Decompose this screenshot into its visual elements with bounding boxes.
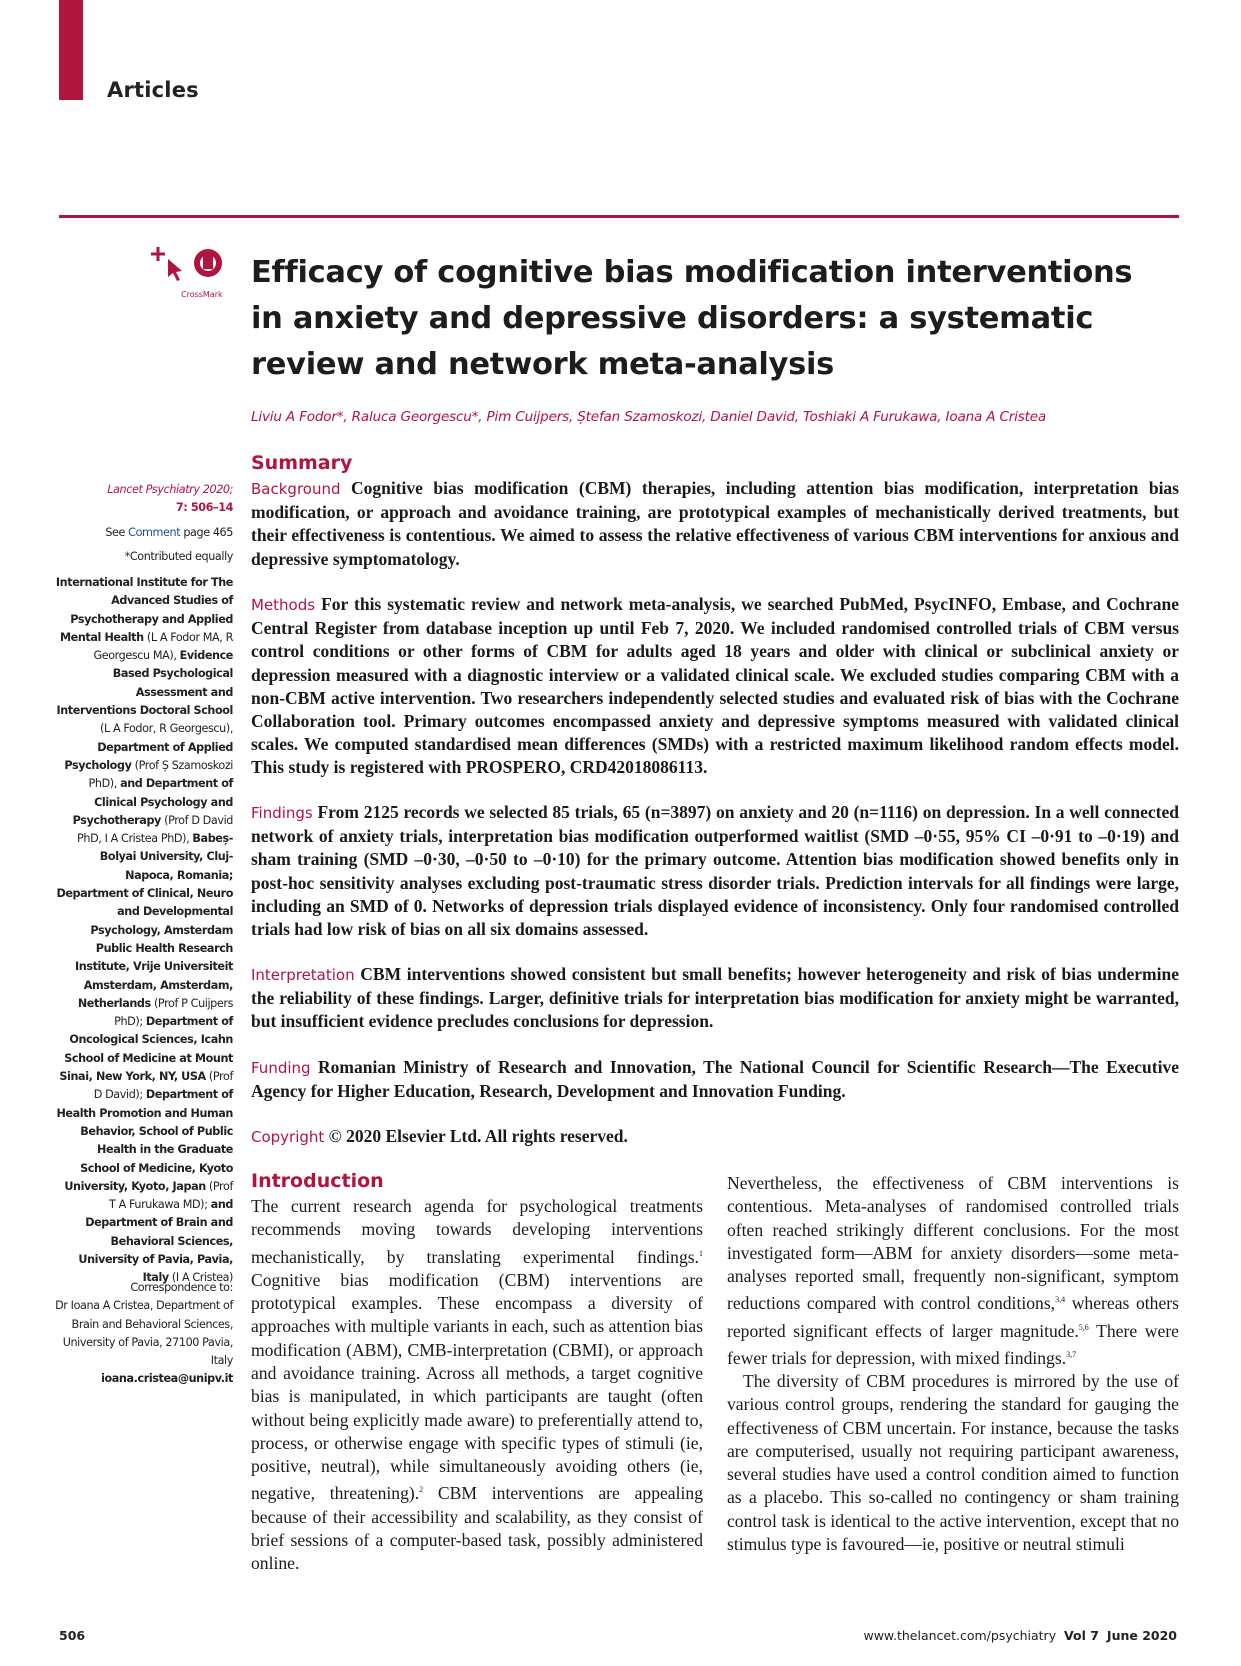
affiliation-7-people: (Prof T A Furukawa MD); <box>109 1179 233 1212</box>
author-list: Liviu A Fodor*, Raluca Georgescu*, Pim Cuijpers, Ștefan Szamoskozi, Daniel David, Toshiaki A Furukawa, Ioana A Cristea <box>251 409 1047 425</box>
footer-journal <box>863 1628 1177 1643</box>
affiliation-3-people: (Prof Ș Szamoskozi PhD), <box>88 758 233 791</box>
background-text: Cognitive bias modification (CBM) therapies, including attention bias modification, interpretation bias modification, or approach and avoidance training, are prototypical examples of mechanistically derived treatments, but their effectiveness is contentious. We aimed to assess the relative effectiveness of various CBM interventions for anxious and depressive symptomatology. <box>251 478 1179 569</box>
page-number: 506 <box>59 1628 86 1643</box>
findings-label: Findings <box>251 804 313 822</box>
affiliation-1-people: (L A Fodor MA, R Georgescu MA), <box>93 630 233 663</box>
abstract-copyright <box>251 1125 1179 1149</box>
intro-text: The current research agenda for psychological treatments recommends moving towards developing interventions mechanistically, by translating experimental findings. <box>251 1196 703 1267</box>
footer-url[interactable]: www.thelancet.com/psychiatry <box>863 1628 1057 1643</box>
affiliation-8-people: (I A Cristea) <box>168 1271 233 1285</box>
intro-paragraph-3: The diversity of CBM procedures is mirrored by the use of various control groups, rendering the standard for gauging the effectiveness of CBM uncertain. For instance, because the tasks are computerised, usually not requiring participant awareness, several studies have used a control condition aimed to function as a placebo. This so-called no contingency or sham training control task is identical to the active intervention, except that no stimulus type is favoured—ie, positive or neutral stimuli <box>727 1370 1179 1555</box>
see-comment <box>55 524 233 542</box>
section-color-tab <box>59 0 83 100</box>
header-divider <box>59 215 1179 218</box>
affiliation-5: Babeș-Bolyai University, Cluj-Napoca, Romania; Department of Clinical, Neuro and Developmental Psychology, Amsterdam Public Health Research Institute, Vrije Universiteit Amsterdam, Amsterdam, Netherlands <box>56 832 233 1010</box>
intro-text: Cognitive bias modification (CBM) interventions are prototypical examples. These encompass a diversity of approaches with multiple variants in each, such as attention bias modification (ABM), CMB-interpretation (CBMI), or approach and avoidance training. Across all methods, a target cognitive bias is manipulated, in which participants are taught (often without being explicitly made aware) to preferentially attend to, process, or otherwise engage with specific types of stimuli (ie, positive, neutral), while simultaneously avoiding others (ie, negative, threatening). <box>251 1269 703 1504</box>
abstract-interpretation <box>251 963 1179 1034</box>
abstract-funding <box>251 1056 1179 1103</box>
correspondence-address: Dr Ioana A Cristea, Department of Brain and Behavioral Sciences, University of Pavia, 27100 Pavia, Italy <box>55 1299 233 1368</box>
affiliation-4: and Department of Clinical Psychology and Psychotherapy <box>72 777 233 827</box>
affiliation-2: Evidence Based Psychological Assessment and Interventions Doctoral School <box>56 649 233 718</box>
intro-text: CBM interventions are appealing because of their accessibility and scalability, as they consist of brief sessions of a computer-based task, possibly administered online. <box>251 1483 703 1574</box>
intro-text: whereas others reported significant effects of larger magnitude. <box>727 1293 1179 1341</box>
affiliation-7: Department of Health Promotion and Human Behavior, School of Public Health in the Graduate School of Medicine, Kyoto University, Kyoto, Japan <box>56 1088 233 1193</box>
correspondence-heading: Correspondence to: <box>130 1281 233 1294</box>
footer-volume: Vol 7 <box>1064 1628 1099 1643</box>
affiliation-8: and Department of Brain and Behavioral Sciences, University of Pavia, Pavia, Italy <box>78 1198 233 1285</box>
abstract-findings <box>251 801 1179 941</box>
abstract-background <box>251 477 1179 571</box>
reference-superscript[interactable]: 5,6 <box>1078 1322 1089 1332</box>
abstract-methods <box>251 593 1179 780</box>
affiliations <box>55 574 233 1288</box>
funding-label: Funding <box>251 1059 311 1077</box>
correspondence-email[interactable]: ioana.cristea@unipv.it <box>101 1372 233 1386</box>
reference-superscript[interactable]: 1 <box>699 1248 703 1258</box>
affiliation-2-people: (L A Fodor, R Georgescu), <box>99 722 233 736</box>
copyright-label: Copyright <box>251 1128 325 1146</box>
journal-citation-line2: 7: 506–14 <box>175 501 233 515</box>
affiliation-5-people: (Prof P Cuijpers PhD); <box>114 996 233 1029</box>
introduction-heading: Introduction <box>251 1170 384 1192</box>
affiliation-6: Department of Oncological Sciences, Icahn School of Medicine at Mount Sinai, New York, NY, USA <box>59 1015 233 1084</box>
body-column-right <box>727 1172 1179 1556</box>
interpretation-text: CBM interventions showed consistent but small benefits; however heterogeneity and risk of bias undermine the reliability of these findings. Larger, definitive trials for interpretation bias modification for anxiety might be warranted, but insufficient evidence precludes conclusions for depression. <box>251 964 1179 1032</box>
journal-citation <box>55 481 233 518</box>
see-suffix: page 465 <box>180 526 233 539</box>
reference-superscript[interactable]: 3,4 <box>1055 1295 1066 1305</box>
intro-paragraph-1 <box>251 1195 703 1575</box>
background-label: Background <box>251 480 341 498</box>
journal-citation-line1: Lancet Psychiatry 2020; <box>107 483 233 496</box>
article-title: Efficacy of cognitive bias modification interventions in anxiety and depressive disorders: a systematic review and network meta-analysis <box>251 255 1133 382</box>
copyright-text: © 2020 Elsevier Ltd. All rights reserved. <box>324 1126 628 1146</box>
affiliation-3: Department of Applied Psychology <box>64 740 233 772</box>
findings-text: From 2125 records we selected 85 trials, 65 (n=3897) on anxiety and 20 (n=1116) on depression. In a well connected network of anxiety trials, interpretation bias modification outperformed waitlist (SMD –0·55, 95% CI –0·91 to –0·19) and sham training (SMD –0·30, –0·50 to –0·10) for the primary outcome. Attention bias modification showed benefits only in post-hoc sensitivity analyses excluding post-traumatic stress disorder trials. Prediction intervals for all findings were large, including an SMD of 0. Networks of depression trials displayed evidence of inconsistency. Only four randomised controlled trials had low risk of bias on all six domains assessed. <box>251 802 1179 940</box>
reference-superscript[interactable]: 2 <box>419 1485 424 1495</box>
see-prefix: See <box>105 526 129 539</box>
interpretation-label: Interpretation <box>251 966 355 984</box>
correspondence <box>55 1279 233 1389</box>
affiliation-1: International Institute for The Advanced Studies of Psychotherapy and Applied Mental Health <box>55 576 233 644</box>
intro-paragraph-2 <box>727 1172 1179 1370</box>
contributed-note: *Contributed equally <box>124 550 233 563</box>
intro-text: There were fewer trials for depression, with mixed findings. <box>727 1320 1179 1368</box>
methods-text: For this systematic review and network meta-analysis, we searched PubMed, PsycINFO, Embase, and Cochrane Central Register from database inception up until Feb 7, 2020. We included randomised controlled trials of CBM versus control conditions or other forms of CBM for adults aged 18 years and older with clinical or subclinical anxiety or depression measured with a diagnostic interview or a validated clinical scale. We excluded studies comparing CBM with a non-CBM active intervention. Two researchers independently selected studies and evaluated risk of bias with the Cochrane Collaboration tool. Primary outcomes encompassed anxiety and depressive symptoms measured with validated clinical scales. We computed standardised mean differences (SMDs) with a restricted maximum likelihood random effects model. This study is registered with PROSPERO, CRD42018086113. <box>251 594 1179 778</box>
section-label: Articles <box>107 78 199 102</box>
funding-text: Romanian Ministry of Research and Innovation, The National Council for Scientific Research—The Executive Agency for Higher Education, Research, Development and Innovation Funding. <box>251 1057 1179 1102</box>
footer-date: June 2020 <box>1106 1628 1177 1643</box>
summary-heading: Summary <box>251 452 353 474</box>
comment-link[interactable]: Comment <box>128 526 181 539</box>
crossmark-label: CrossMark <box>181 290 223 299</box>
reference-superscript[interactable]: 3,7 <box>1066 1349 1077 1359</box>
methods-label: Methods <box>251 596 316 614</box>
affiliation-6-people: (Prof D David); <box>93 1070 233 1102</box>
body-column-left <box>251 1195 703 1575</box>
affiliation-4-people: (Prof D David PhD, I A Cristea PhD), <box>77 813 233 846</box>
intro-text: Nevertheless, the effectiveness of CBM interventions is contentious. Meta-analyses of randomised controlled trials often reached strikingly different conclusions. For the most investigated form—ABM for anxiety disorders—some meta-analyses reported small, frequently non-significant, symptom reductions compared with control conditions, <box>727 1173 1179 1314</box>
